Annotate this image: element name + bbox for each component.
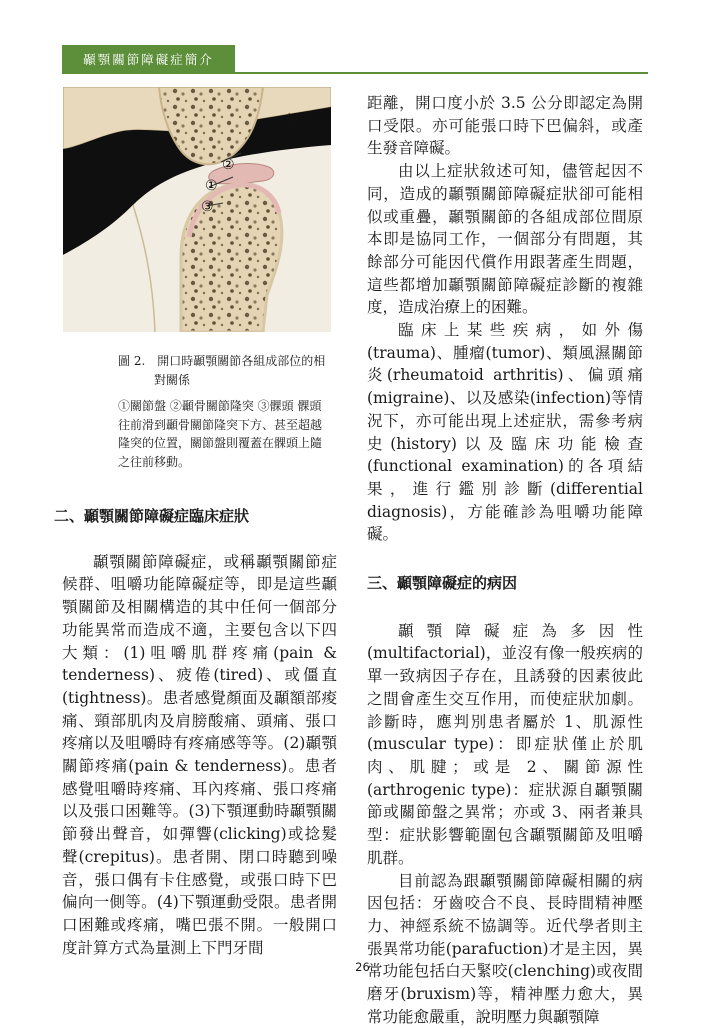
header-rule bbox=[62, 72, 648, 74]
paragraph-continued: 距離，開口度小於 3.5 公分即認定為開口受限。亦可能張口時下巴偏斜，或產生發音障礙。 bbox=[367, 92, 643, 160]
section-heading-clinical-symptoms: 二、顳顎關節障礙症臨床症狀 bbox=[54, 505, 337, 528]
figure-caption bbox=[118, 352, 328, 471]
caption-description: ①關節盤 ②顳骨關節隆突 ③髁頭 髁頭往前滑到顳骨關節隆突下方、甚至超越隆突的位置，關節盤則覆蓋在髁頭上隨之往前移動。 bbox=[118, 397, 328, 471]
right-column bbox=[367, 92, 643, 1028]
header-title-tab bbox=[62, 45, 235, 73]
marker-2: ② bbox=[222, 157, 235, 173]
paragraph-symptom-overlap: 由以上症狀敘述可知，儘管起因不同，造成的顳顎關節障礙症狀卻可能相似或重疊，顳顎關節的各組成部位間原本即是協同工作，一個部分有問題，其餘部分可能因代償作用跟著產生問題，這些都增加顳顎關節障礙症診斷的複雜度，造成治療上的困難。 bbox=[367, 160, 643, 319]
tmj-illustration bbox=[63, 87, 331, 332]
label-front: 前方 bbox=[285, 113, 313, 129]
paragraph-differential-diagnosis: 臨床上某些疾病，如外傷(trauma)、腫瘤(tumor)、類風濕關節炎(rheumatoid arthritis)、偏頭痛(migraine)、以及感染(infection)等情況下，亦可能出現上述症狀，需參考病史(history)以及臨床功能檢查(functional examination)的各項結果，進行鑑別診斷(differential diagnosis)，方能確診為咀嚼功能障礙。 bbox=[367, 319, 643, 546]
page-number: 26 bbox=[0, 960, 725, 974]
header-title: 顳顎關節障礙症簡介 bbox=[83, 50, 214, 68]
paragraph-multifactorial: 顳顎障礙症為多因性(multifactorial)，並沒有像一般疾病的單一致病因子存在，且誘發的因素彼此之間會產生交互作用，而使症狀加劇。診斷時，應判別患者屬於 1、肌源性(muscular type)：即症狀僅止於肌肉、肌腱；或是 2、關節源性(arthrogenic type)：症狀源自顳顎關節或關節盤之異常；亦或 3、兩者兼具型：症狀影響範圍包含顳顎關節及咀嚼肌群。 bbox=[367, 620, 643, 870]
tmj-anatomy-svg bbox=[63, 87, 331, 332]
marker-3: ③ bbox=[201, 199, 214, 215]
caption-title: 圖 2. 開口時顳顎關節各組成部位的相對關係 bbox=[118, 352, 328, 389]
paragraph-causes: 目前認為跟顳顎關節障礙相關的病因包括：牙齒咬合不良、長時間精神壓力、神經系統不協調等。近代學者則主張異常功能(parafuction)才是主因，異常功能包括白天緊咬(clenching)或夜間磨牙(bruxism)等，精神壓力愈大，異常功能愈嚴重，說明壓力與顳顎障 bbox=[367, 870, 643, 1028]
paragraph-symptoms: 顳顎關節障礙症，或稱顳顎關節症候群、咀嚼功能障礙症等，即是這些顳顎關節及相關構造的其中任何一個部分功能異常而造成不適，主要包含以下四大類：(1)咀嚼肌群疼痛(pain & tenderness)、疲倦(tired)、或僵直(tightness)。患者感覺顏面及顳額部痠痛、頸部肌肉及肩膀酸痛、頭痛、張口疼痛以及咀嚼時有疼痛感等等。(2)顳顎關節疼痛(pain & tenderness)。患者感覺咀嚼時疼痛、耳內疼痛、張口疼痛以及張口困難等。(3)下顎運動時顳顎關節發出聲音，如彈響(clicking)或捻髮聲(crepitus)。患者開、閉口時聽到噪音，張口偶有卡住感覺，或張口時下巴偏向一側等。(4)下顎運動受限。患者開口困難或疼痛，嘴巴張不開。一般開口度計算方式為量測上下門牙間 bbox=[62, 551, 337, 960]
marker-1: ① bbox=[205, 178, 218, 194]
section-heading-etiology: 三、顳顎障礙症的病因 bbox=[367, 572, 643, 595]
left-column bbox=[62, 505, 337, 959]
